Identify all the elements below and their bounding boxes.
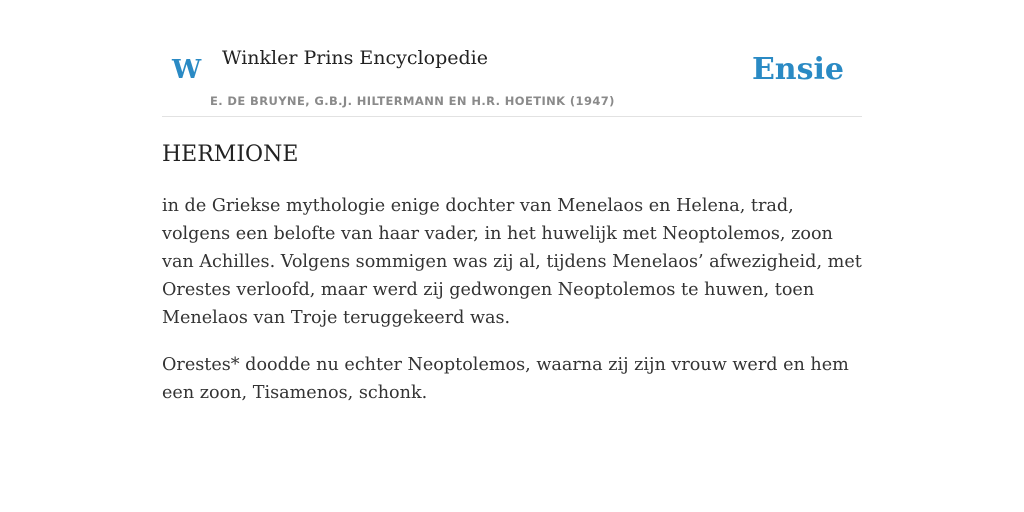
source-logo[interactable]: W — [172, 55, 202, 85]
source-authors: E. DE BRUYNE, G.B.J. HILTERMANN EN H.R. HOETINK (1947) — [210, 94, 615, 108]
entry-body — [162, 192, 864, 426]
source-title[interactable]: Winkler Prins Encyclopedie — [222, 47, 488, 69]
source-header — [162, 0, 862, 117]
entry-headword: HERMIONE — [162, 142, 299, 167]
entry-paragraph: Orestes* doodde nu echter Neoptolemos, waarna zij zijn vrouw werd en hem een zoon, Tisamenos, schonk. — [162, 355, 849, 403]
entry-paragraph: in de Griekse mythologie enige dochter van Menelaos en Helena, trad, volgens een belofte van haar vader, in het huwelijk met Neoptolemos, zoon van Achilles. Volgens sommigen was zij al, tijdens Menelaos’ afwezigheid, met Orestes verloofd, maar werd zij gedwongen Neoptolemos te huwen, toen Menelaos van Troje teruggekeerd was. — [162, 196, 862, 328]
brand-logo[interactable]: Ensie — [751, 52, 844, 87]
